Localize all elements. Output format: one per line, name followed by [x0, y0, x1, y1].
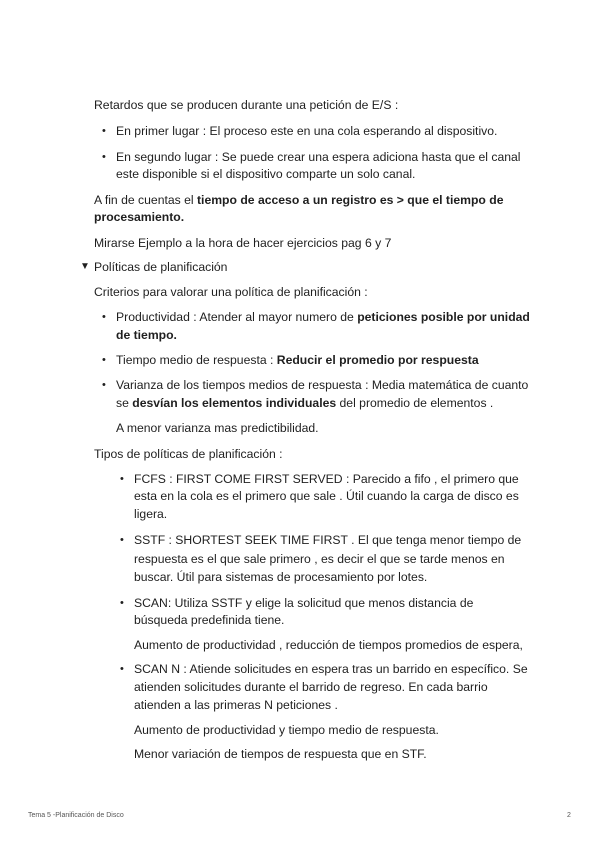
bullet-icon: • — [102, 125, 106, 137]
footer-title: Tema 5 -Planificación de Disco — [28, 812, 124, 819]
retardos-item-2-line2: este disponible si el dispositivo comparte un solo canal. — [116, 167, 416, 181]
types-intro: Tipos de políticas de planificación : — [94, 447, 283, 461]
fcfs-line3: ligera. — [134, 507, 168, 521]
page-number: 2 — [567, 812, 571, 819]
bullet-icon: • — [102, 379, 106, 391]
scann-line1: SCAN N : Atiende solicitudes en espera tras un barrido en específico. Se — [134, 662, 528, 676]
criteria-productividad — [116, 309, 530, 325]
criteria-bold: Reducir el promedio por respuesta — [276, 353, 479, 367]
sstf-line3: buscar. Útil para sistemas de procesamiento por lotes. — [134, 570, 428, 584]
criteria-varianza-line2 — [116, 395, 493, 411]
bullet-icon: • — [102, 354, 106, 366]
sstf-line2: respuesta es el que sale primero , es decir el que se tarde menos en — [134, 552, 505, 566]
retardos-item-1: En primer lugar : El proceso este en una cola esperando al dispositivo. — [116, 124, 498, 138]
exercise-note: Mirarse Ejemplo a la hora de hacer ejercicios pag 6 y 7 — [94, 236, 392, 250]
criteria-text: Productividad : Atender al mayor numero de — [116, 310, 358, 324]
fcfs-line2: esta en la cola es el primero que sale . Útil cuando la carga de disco es — [134, 489, 519, 503]
bullet-icon: • — [120, 597, 124, 609]
scan-line2: búsqueda predefinida tiene. — [134, 613, 285, 627]
criteria-text: Tiempo medio de respuesta : — [116, 353, 277, 367]
retardos-intro: Retardos que se producen durante una petición de E/S : — [94, 98, 399, 112]
section-title[interactable]: Políticas de planificación — [94, 260, 228, 274]
criteria-bold: de tiempo. — [116, 328, 177, 342]
fcfs-line1: FCFS : FIRST COME FIRST SERVED : Parecido a fifo , el primero que — [134, 472, 519, 486]
bullet-icon: • — [120, 534, 124, 546]
conclusion-text: A fin de cuentas el — [94, 193, 197, 207]
scann-note-1: Aumento de productividad y tiempo medio de respuesta. — [134, 723, 439, 737]
criteria-bold: peticiones posible por unidad — [357, 310, 530, 324]
conclusion-line1 — [94, 192, 503, 208]
scan-note: Aumento de productividad , reducción de tiempos promedios de espera, — [134, 638, 523, 652]
scann-line2: atienden solicitudes durante el barrido de regreso. En cada barrio — [134, 680, 488, 694]
bullet-icon: • — [102, 311, 106, 323]
criteria-varianza-note: A menor varianza mas predictibilidad. — [116, 421, 319, 435]
bullet-icon: • — [120, 663, 124, 675]
scann-line3: atienden a las primeras N peticiones . — [134, 698, 338, 712]
bullet-icon: • — [120, 473, 124, 485]
criteria-tiempo-medio — [116, 352, 479, 368]
scan-line1: SCAN: Utiliza SSTF y elige la solicitud que menos distancia de — [134, 596, 474, 610]
bullet-icon: • — [102, 151, 106, 163]
criteria-bold: desvían los elementos individuales — [132, 396, 337, 410]
conclusion-bold-2: procesamiento. — [94, 210, 185, 224]
sstf-line1: SSTF : SHORTEST SEEK TIME FIRST . El que tenga menor tiempo de — [134, 533, 522, 547]
triangle-down-icon[interactable]: ▼ — [80, 261, 90, 272]
conclusion-line2 — [94, 209, 184, 225]
retardos-item-2-line1: En segundo lugar : Se puede crear una espera adiciona hasta que el canal — [116, 150, 521, 164]
criteria-productividad-line2 — [116, 327, 177, 343]
scann-note-2: Menor variación de tiempos de respuesta que en STF. — [134, 747, 427, 761]
conclusion-bold: tiempo de acceso a un registro es > que el tiempo de — [197, 193, 504, 207]
criteria-text: del promedio de elementos . — [336, 396, 494, 410]
criteria-varianza-line1: Varianza de los tiempos medios de respuesta : Media matemática de cuanto — [116, 378, 529, 392]
criteria-intro: Criterios para valorar una política de planificación : — [94, 285, 368, 299]
criteria-text: se — [116, 396, 133, 410]
